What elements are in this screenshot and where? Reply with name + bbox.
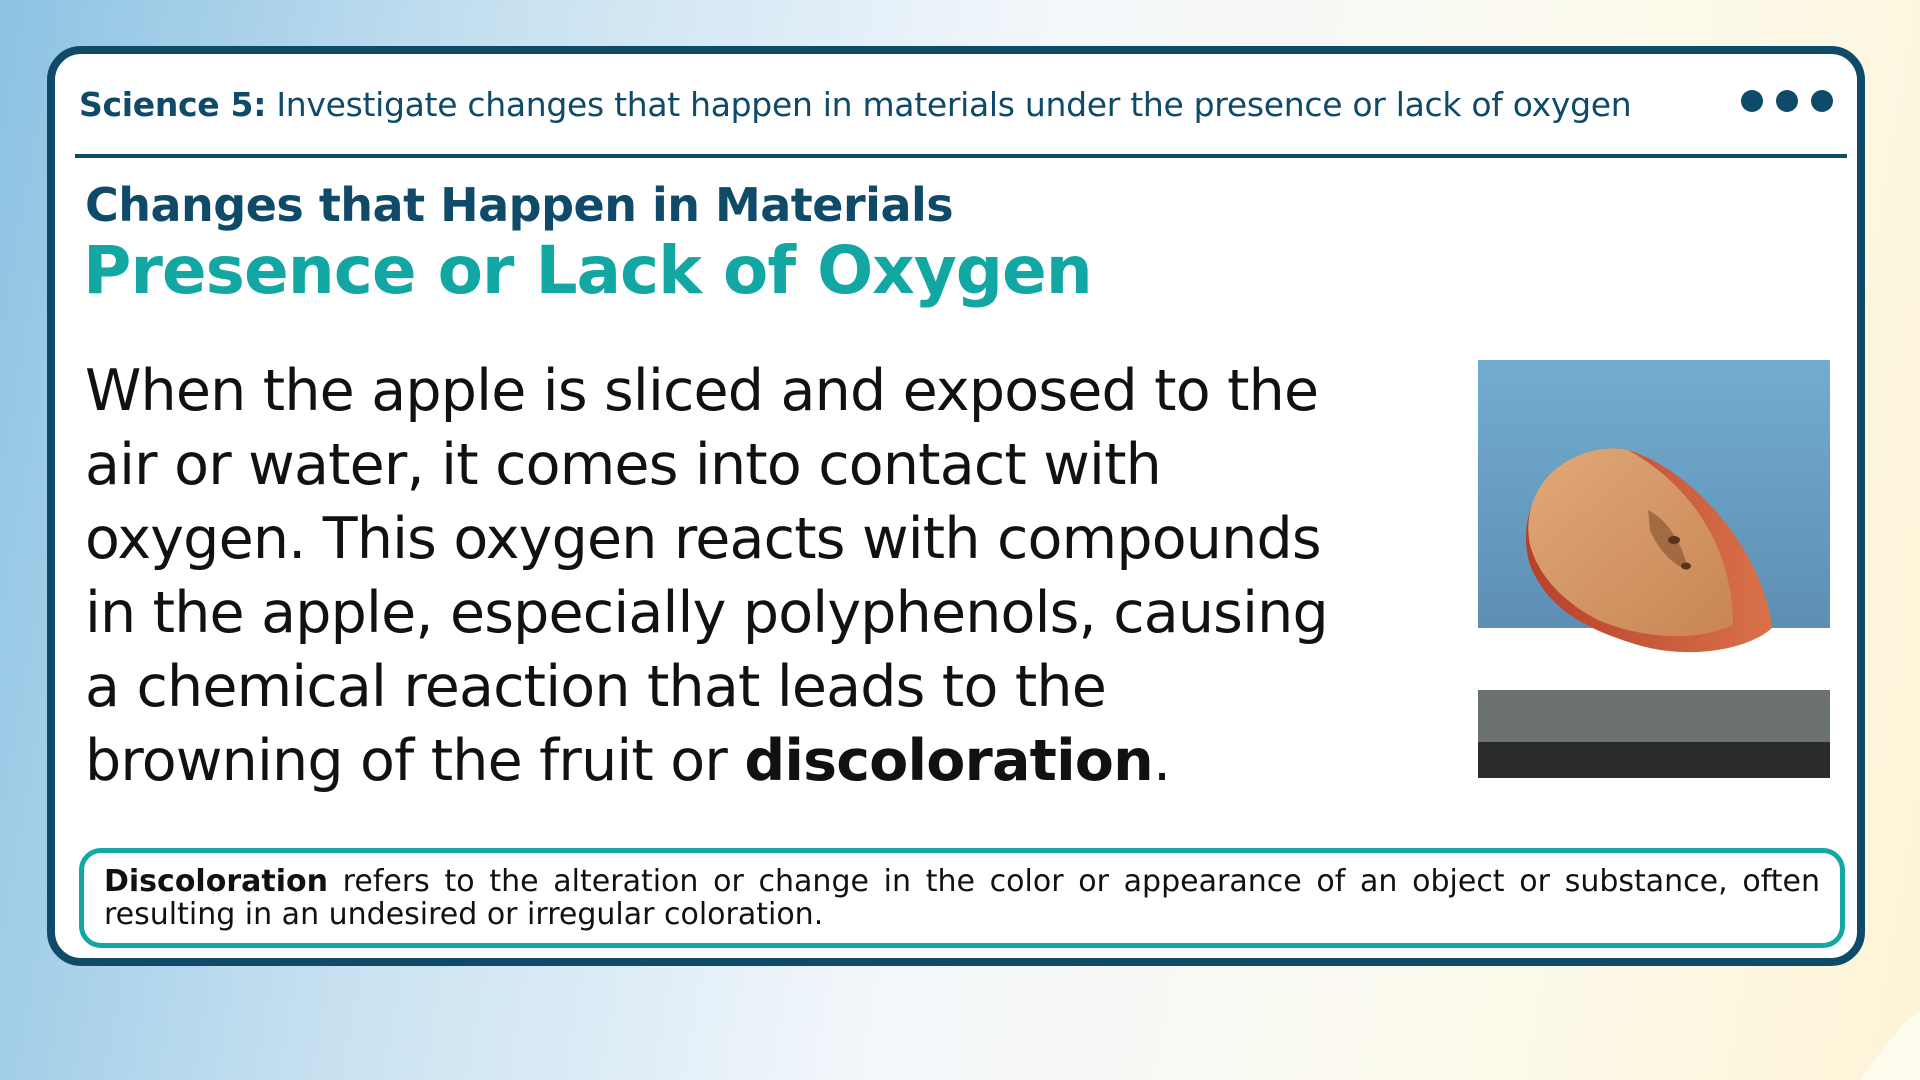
page-title: Presence or Lack of Oxygen xyxy=(83,232,1092,309)
body-line-last xyxy=(85,724,1505,798)
body-paragraph xyxy=(85,354,1505,798)
objective-text: Investigate changes that happen in materials under the presence or lack of oxygen xyxy=(276,84,1632,124)
corner-decoration xyxy=(1840,1000,1920,1080)
course-label: Science 5: xyxy=(79,84,267,124)
body-line: a chemical reaction that leads to the xyxy=(85,654,1106,720)
end-punctuation: . xyxy=(1152,728,1171,794)
dot xyxy=(1776,90,1798,112)
body-line: air or water, it comes into contact with xyxy=(85,432,1161,498)
dot xyxy=(1811,90,1833,112)
body-line: When the apple is sliced and exposed to the xyxy=(85,358,1319,424)
more-dots-icon[interactable] xyxy=(1741,90,1833,112)
header-divider xyxy=(75,154,1847,158)
slide-card xyxy=(47,46,1865,966)
body-line: browning of the fruit or xyxy=(85,728,745,794)
dot xyxy=(1741,90,1763,112)
key-term: discoloration xyxy=(744,728,1153,794)
definition-term: Discoloration xyxy=(104,864,328,899)
body-line: in the apple, especially polyphenols, causing xyxy=(85,580,1328,646)
definition-box xyxy=(79,848,1845,948)
apple-slice-illustration xyxy=(1478,360,1830,778)
header xyxy=(79,82,1833,126)
page-subtitle: Changes that Happen in Materials xyxy=(85,178,954,232)
lesson-breadcrumb xyxy=(79,85,1631,124)
apple-slice-image xyxy=(1478,360,1830,778)
definition-text: refers to the alteration or change in the color or appearance of an object or substance, often resulting in an undesired or irregular coloration. xyxy=(104,864,1820,932)
body-line: oxygen. This oxygen reacts with compounds xyxy=(85,506,1321,572)
